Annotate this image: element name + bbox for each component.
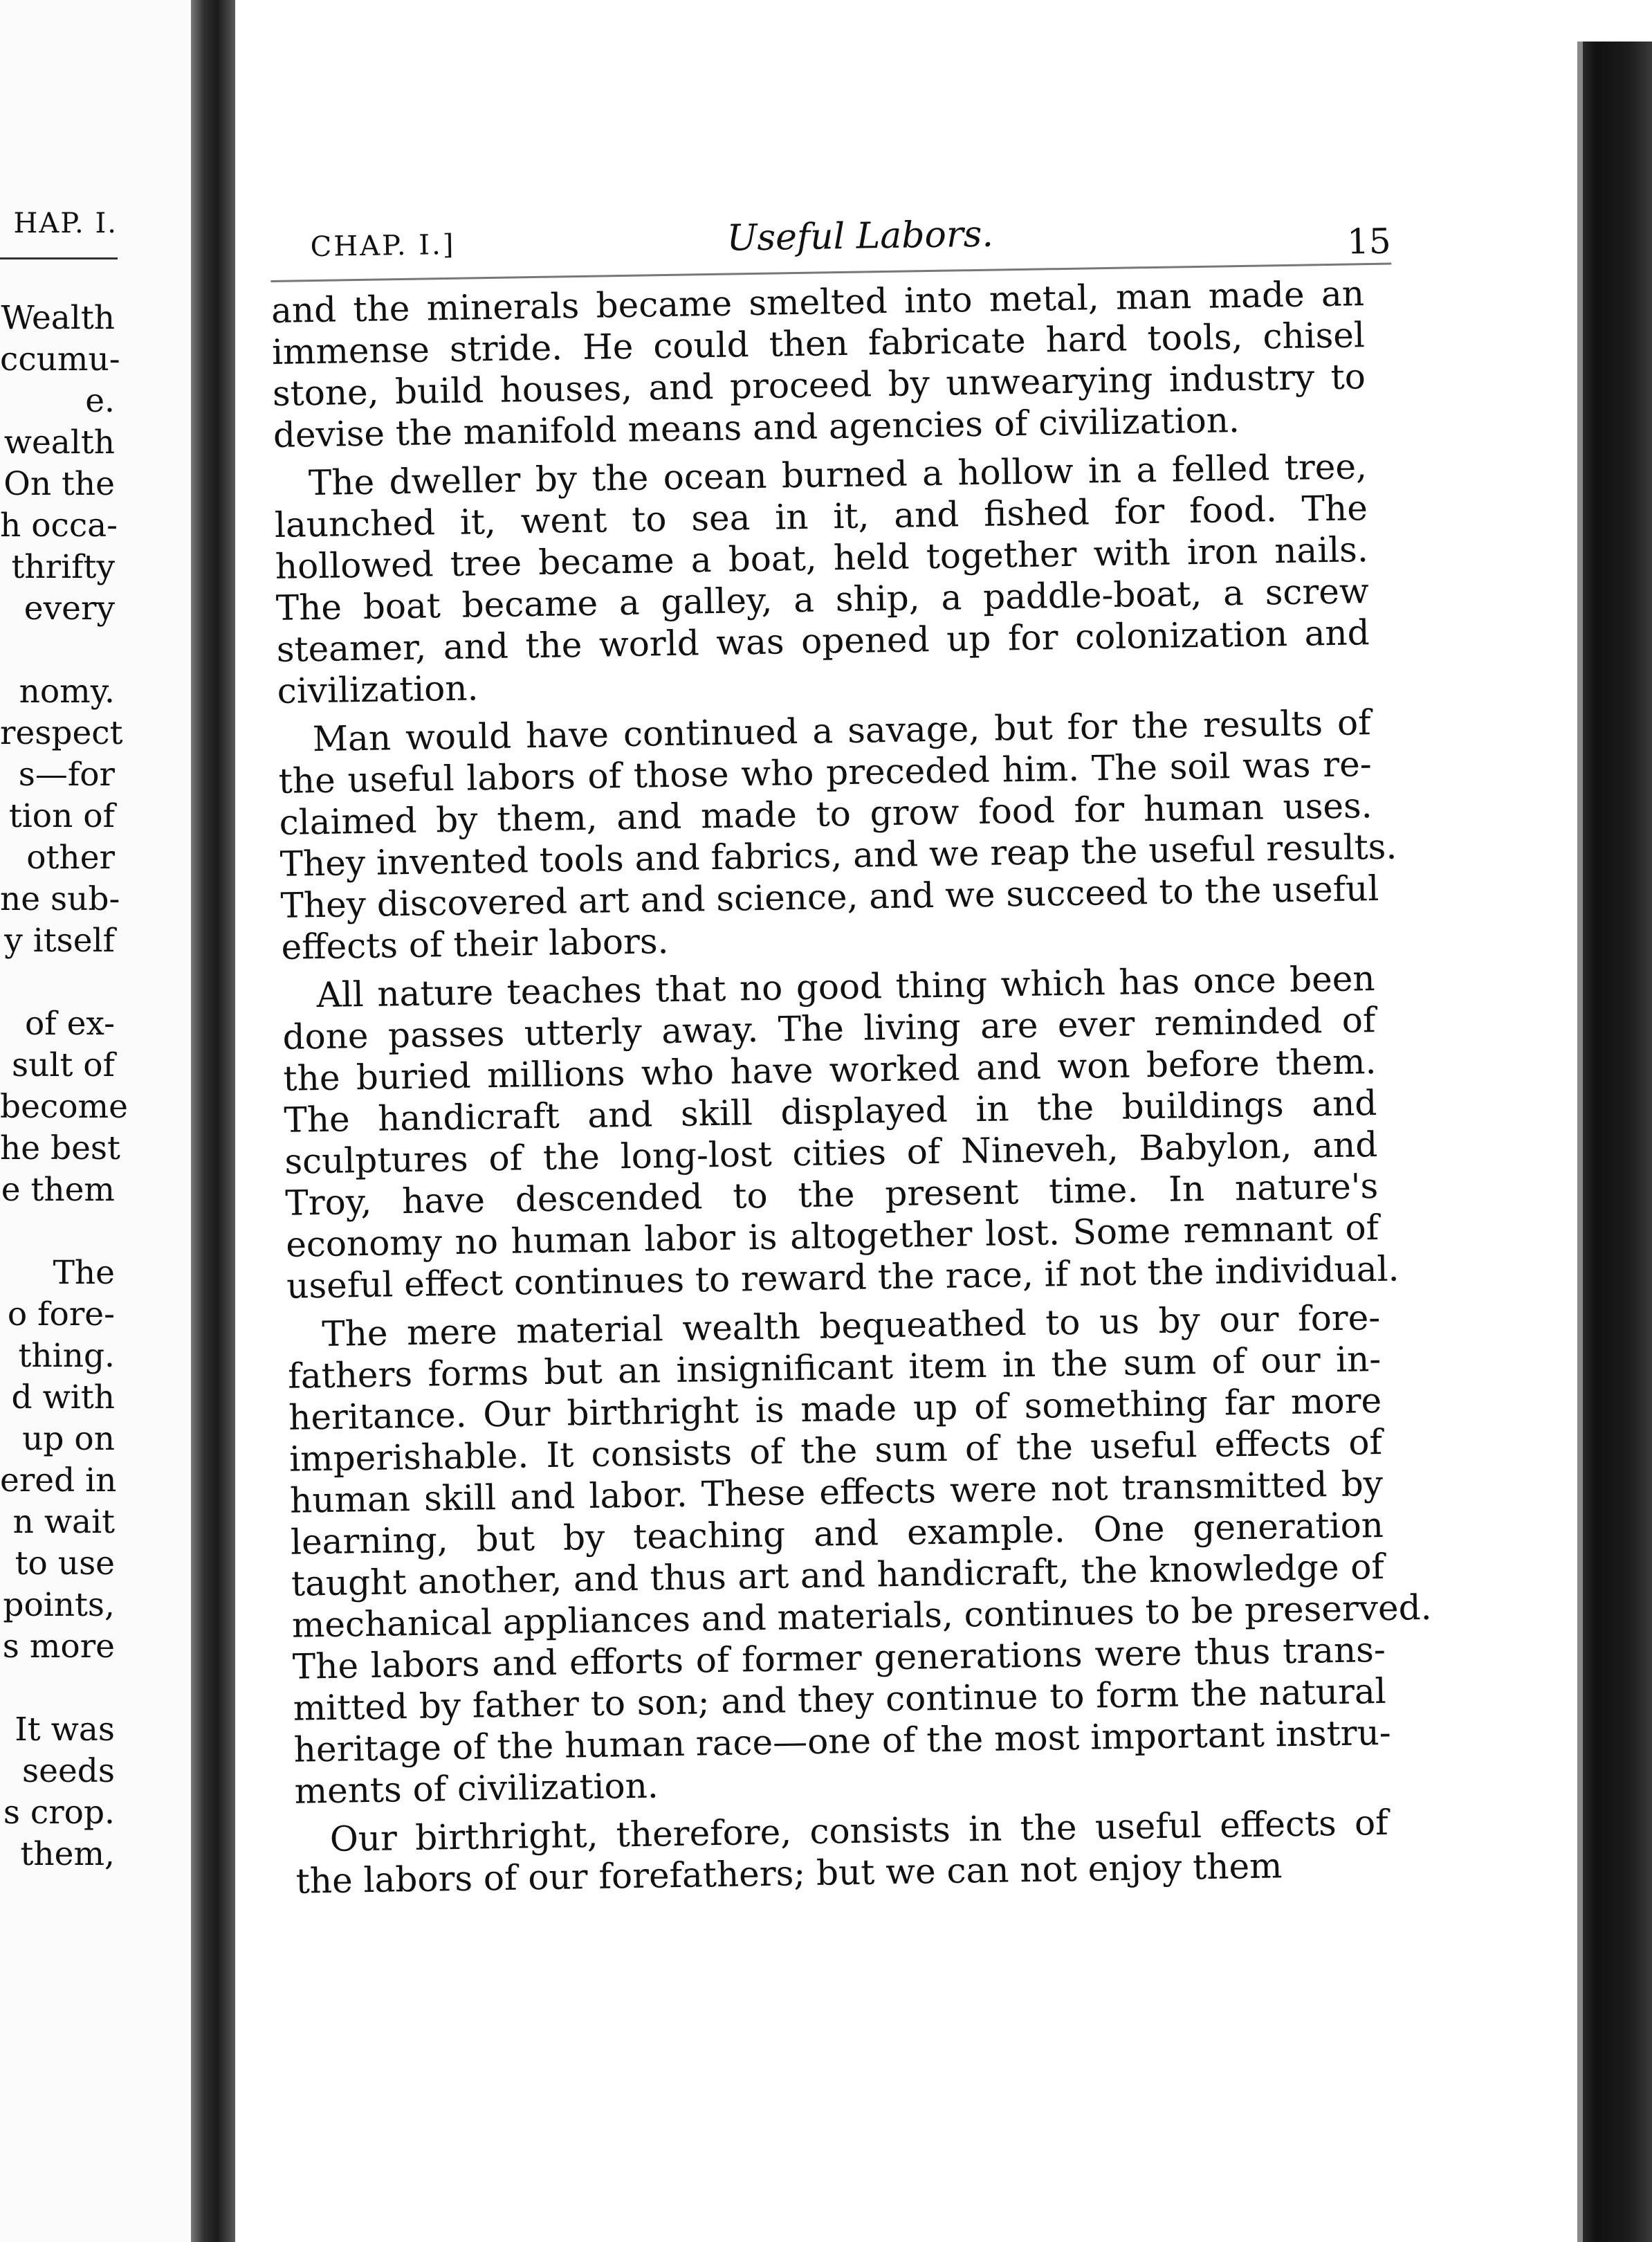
previous-page-line: The [53,1254,115,1292]
previous-page-line: seeds [22,1752,115,1790]
text-line: heritance. Our birthright is made up of something far more [288,1380,1382,1438]
text-line: steamer, and the world was opened up for colonization and [276,612,1370,670]
text-line: imperishable. It consists of the sum of the useful effects of [288,1421,1383,1479]
previous-page-line: respect [0,714,123,752]
paragraph [274,445,1370,711]
previous-page-line: s more [2,1628,115,1666]
text-line: effects of their labors. [281,921,669,967]
book-gutter-shadow [191,0,235,2242]
text-line: heritage of the human race—one of the most important instru- [293,1712,1392,1770]
previous-page-line: ccumu- [0,340,120,379]
previous-page-line: e. [85,382,115,420]
previous-page-line: points, [3,1586,115,1624]
page-number: 15 [1346,221,1392,262]
text-line: mitted by father to son; and they continue to form the natural [293,1670,1387,1729]
text-line: the labors of our forefathers; but we can not enjoy them [295,1845,1283,1902]
paragraph [287,1296,1432,1812]
previous-page-fragment [0,0,194,2242]
text-line: civilization. [277,668,479,711]
text-line: They discovered art and science, and we succeed to the useful [280,868,1379,926]
text-line: hollowed tree became a boat, held together with iron nails. [275,529,1369,587]
previous-page-line: wealth [3,423,115,462]
previous-page-line: nomy. [19,673,115,711]
text-line: taught another, and thus art and handicraft, the knowledge of [291,1546,1385,1604]
previous-page-line: become [0,1088,128,1126]
text-line: The boat became a galley, a ship, a paddle-boat, a screw [275,571,1370,628]
previous-page-line: to use [15,1544,115,1583]
previous-page-line: every [24,590,115,628]
previous-page-line: It was [15,1711,115,1749]
previous-page-line: y itself [4,922,115,960]
previous-page-line: Wealth [1,299,115,337]
text-line: The handicraft and skill displayed in the buildings and [284,1083,1377,1140]
text-line: Our birthright, therefore, consists in the useful effects of [329,1802,1389,1859]
text-line: launched it, went to sea in it, and fished for food. The [274,488,1368,545]
previous-page-line: sult of [12,1046,115,1084]
text-line: All nature teaches that no good thing which has once been [316,958,1375,1016]
text-line: economy no human labor is altogether lost. Some remnant of [285,1207,1379,1265]
previous-page-line: s—for [18,756,115,794]
previous-page-head-rule [0,257,118,259]
text-line: the useful labors of those who preceded him. The soil was re- [278,744,1373,801]
paragraph [282,957,1399,1306]
page-text-block [270,201,1432,1908]
text-line: immense stride. He could then fabricate hard tools, chisel [271,315,1366,372]
previous-page-line: thrifty [11,548,115,586]
text-line: and the minerals became smelted into metal, man made an [270,273,1365,331]
text-line: devise the manifold means and agencies of civilization. [273,400,1240,455]
text-line: The mere material wealth bequeathed to us by our fore- [321,1297,1381,1355]
paragraph [277,701,1397,967]
paragraph [295,1801,1389,1902]
previous-page-line: d with [11,1378,115,1416]
previous-page-line: up on [22,1420,115,1458]
body-text [270,272,1432,1902]
previous-page-line: he best [0,1129,120,1167]
previous-page-line: tion of [8,797,115,835]
chapter-label: CHAP. I.] [310,228,456,264]
previous-page-line: other [26,839,115,877]
previous-page-line [0,962,115,1003]
previous-page-line [0,630,115,671]
previous-page-line: e them [1,1171,115,1209]
text-line: stone, build houses, and proceed by unwearying industry to [272,356,1366,414]
previous-page-line: h occa- [0,507,118,545]
previous-page-line: of ex- [24,1005,115,1043]
paragraph [271,272,1367,455]
text-line: The dweller by the ocean burned a hollow in a felled tree, [308,446,1368,504]
text-line: They invented tools and fabrics, and we reap the useful results. [279,826,1397,884]
previous-page-line: ne sub- [0,880,120,918]
previous-page-line: them, [20,1835,115,1873]
text-line: human skill and labor. These effects were not transmitted by [289,1463,1384,1521]
previous-page-line: n wait [12,1503,115,1541]
previous-page-text [0,298,128,1875]
page-edge-shadow [1577,42,1652,2242]
text-line: the buried millions who have worked and won before them. [283,1041,1377,1099]
previous-page-line: ered in [0,1461,117,1500]
text-line: fathers forms but an insignificant item in the sum of our in- [287,1338,1382,1396]
previous-page-line [0,1211,115,1252]
text-line: ments of civilization. [294,1765,659,1812]
text-line: done passes utterly away. The living are ever reminded of [282,1000,1376,1057]
text-line: Man would have continued a savage, but for the results of [312,702,1372,760]
text-line: mechanical appliances and materials, continues to be preserved. [291,1587,1432,1646]
previous-page-line [0,1668,115,1709]
text-line: sculptures of the long-lost cities of Nineveh, Babylon, and [284,1124,1378,1182]
text-line: Troy, have descended to the present time. In nature's [284,1166,1379,1223]
text-line: claimed by them, and made to grow food for human uses. [279,785,1373,843]
previous-page-running-head: HAP. I. [13,208,118,239]
text-line: The labors and efforts of former generations were thus trans- [292,1629,1386,1687]
running-title: Useful Labors. [726,213,994,259]
text-line: learning, but by teaching and example. One generation [290,1504,1384,1562]
previous-page-line: thing. [18,1337,115,1375]
previous-page-line: o fore- [7,1295,115,1333]
text-line: useful effect continues to reward the race, if not the individual. [286,1248,1399,1306]
previous-page-line: s crop. [3,1794,115,1832]
previous-page-line: On the [3,465,115,503]
